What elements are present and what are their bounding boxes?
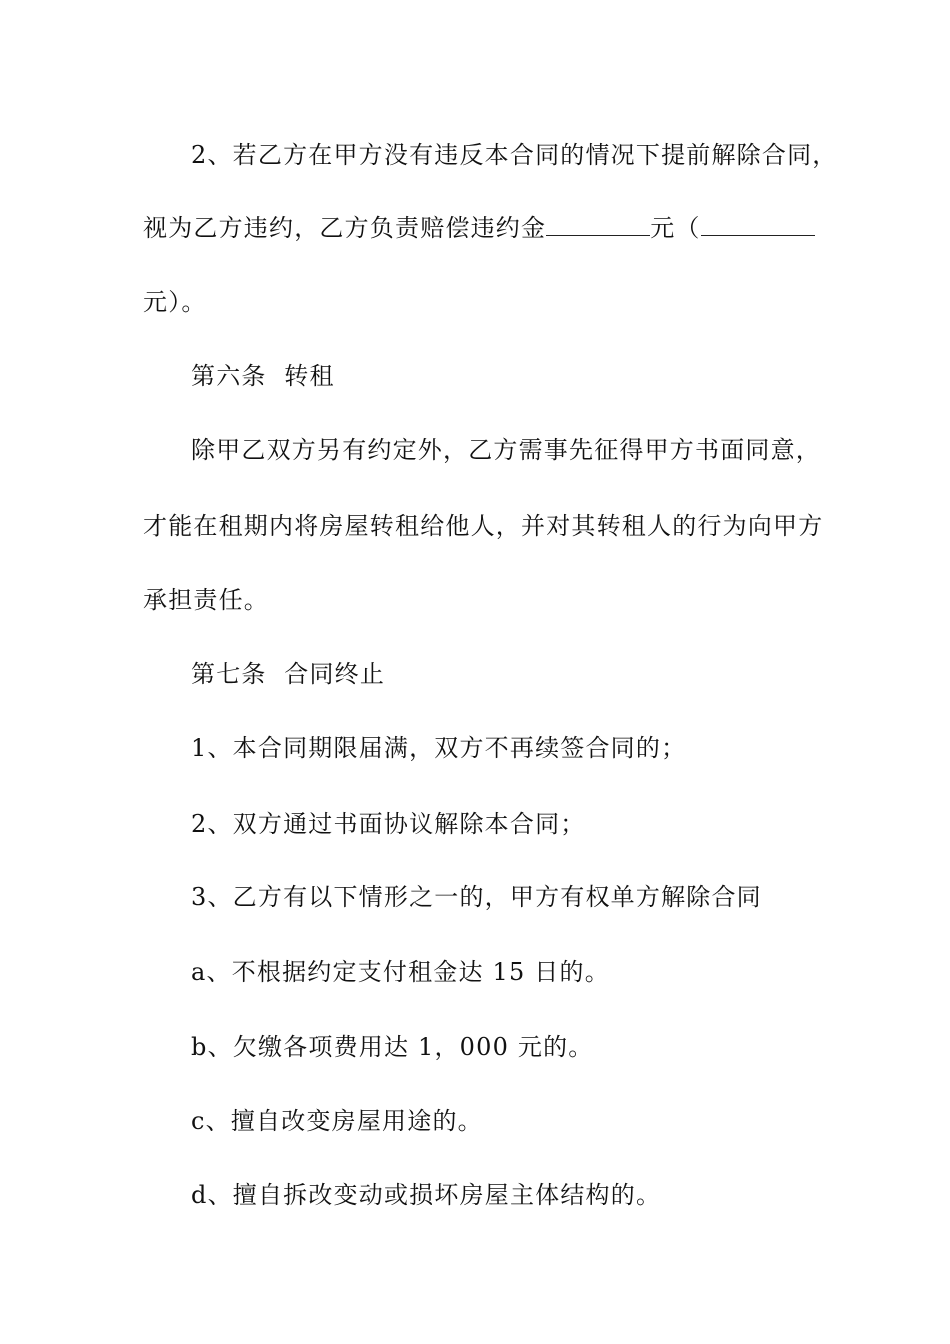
list-item xyxy=(191,957,610,987)
list-item xyxy=(191,1180,661,1210)
breach-text: 视为乙方违约，乙方负责赔偿违约金 xyxy=(143,214,547,242)
paragraph-line xyxy=(143,511,823,541)
list-item xyxy=(191,809,585,839)
condition-b: b、欠缴各项费用达 1，000 元的。 xyxy=(191,1033,594,1061)
condition-c: c、擅自改变房屋用途的。 xyxy=(191,1107,483,1135)
paragraph-line xyxy=(191,435,821,465)
section-heading xyxy=(191,659,385,689)
clause-2-text: 2、若乙方在甲方没有违反本合同的情况下提前解除合同， xyxy=(191,141,838,169)
article-7-heading: 第七条 合同终止 xyxy=(191,660,386,688)
currency-text: 元（ xyxy=(650,214,701,242)
sublet-text-3: 承担责任。 xyxy=(143,586,269,614)
paragraph-line xyxy=(143,213,815,243)
paragraph-line xyxy=(143,287,207,317)
amount-words-blank[interactable] xyxy=(701,213,815,236)
condition-a: a、不根据约定支付租金达 15 日的。 xyxy=(191,958,610,986)
list-item xyxy=(191,733,686,763)
sublet-text-1: 除甲乙双方另有约定外，乙方需事先征得甲方书面同意， xyxy=(191,436,821,464)
list-item xyxy=(191,882,762,912)
termination-item-1: 1、本合同期限届满，双方不再续签合同的； xyxy=(191,734,687,762)
article-6-heading: 第六条 转租 xyxy=(191,362,335,390)
list-item xyxy=(191,1106,483,1136)
paragraph-line xyxy=(143,585,269,615)
paragraph-line xyxy=(191,140,837,170)
list-item xyxy=(191,1032,594,1062)
termination-item-2: 2、双方通过书面协议解除本合同； xyxy=(191,810,586,838)
termination-item-3: 3、乙方有以下情形之一的，甲方有权单方解除合同 xyxy=(191,883,762,911)
section-heading xyxy=(191,361,335,391)
condition-d: d、擅自拆改变动或损坏房屋主体结构的。 xyxy=(191,1181,662,1209)
sublet-text-2: 才能在租期内将房屋转租给他人，并对其转租人的行为向甲方 xyxy=(143,512,824,540)
amount-blank[interactable] xyxy=(546,213,650,236)
currency-close-text: 元）。 xyxy=(143,288,207,316)
